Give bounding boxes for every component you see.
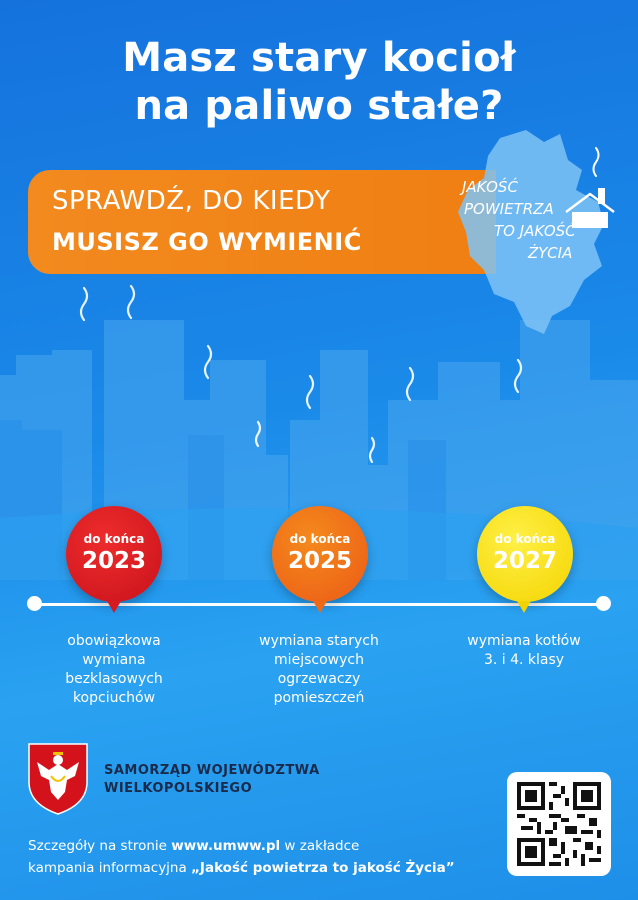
- footer-text: Szczegóły na stronie: [28, 838, 172, 854]
- headline-line-1: Masz stary kocioł: [122, 35, 516, 81]
- qr-code-icon: [517, 782, 601, 866]
- description-line: wymiana starych: [259, 633, 379, 649]
- eagle-crest-icon: [27, 742, 89, 816]
- marker-2023: [107, 601, 121, 613]
- description-line: wymiana: [82, 652, 146, 668]
- campaign-logo-line-1: JAKOŚĆ: [462, 178, 518, 196]
- milestone-2027-description: [434, 632, 614, 670]
- description-line: wymiana kotłów: [467, 633, 581, 649]
- milestone-year: 2027: [492, 548, 557, 574]
- footer-text: w zakładce: [280, 838, 360, 854]
- orange-banner: [28, 170, 496, 274]
- milestone-2025: [272, 506, 368, 602]
- milestone-year: 2025: [287, 548, 352, 574]
- banner-line-1: SPRAWDŹ, DO KIEDY: [52, 186, 331, 216]
- marker-2027: [517, 601, 531, 613]
- milestone-prefix: do końca: [289, 532, 351, 546]
- headline-line-2: na paliwo stałe?: [134, 83, 504, 129]
- campaign-name: „Jakość powietrza to jakość Życia”: [191, 860, 455, 876]
- organization-line-1: SAMORZĄD WOJEWÓDZTWA: [104, 763, 320, 778]
- campaign-logo-line-2: POWIETRZA: [464, 200, 554, 218]
- description-line: ogrzewaczy: [277, 671, 361, 687]
- qr-code[interactable]: [507, 772, 611, 876]
- main-headline: [0, 34, 638, 130]
- campaign-logo-line-4: ŻYCIA: [528, 244, 573, 262]
- footer-line-2: [28, 857, 455, 879]
- footer-line-1: [28, 835, 455, 857]
- timeline-end-dot: [596, 596, 611, 611]
- milestone-prefix: do końca: [494, 532, 556, 546]
- description-line: miejscowych: [274, 652, 364, 668]
- milestone-2027: [477, 506, 573, 602]
- milestone-2025-description: [229, 632, 409, 708]
- milestone-prefix: do końca: [83, 532, 145, 546]
- description-line: 3. i 4. klasy: [483, 652, 565, 668]
- milestone-2023: [66, 506, 162, 602]
- milestone-2023-description: [24, 632, 204, 708]
- description-line: bezklasowych: [65, 671, 163, 687]
- timeline-start-dot: [27, 596, 42, 611]
- organization-line-2: WIELKOPOLSKIEGO: [104, 781, 253, 796]
- footer-text: kampania informacyjna: [28, 860, 192, 876]
- website-link[interactable]: www.umww.pl: [171, 838, 281, 854]
- campaign-logo-line-3: TO JAKOŚĆ: [494, 222, 576, 240]
- description-line: obowiązkowa: [67, 633, 161, 649]
- organization-name: [104, 762, 320, 798]
- milestone-year: 2023: [81, 548, 146, 574]
- banner-line-2: MUSISZ GO WYMIENIĆ: [52, 228, 362, 256]
- footer-info: [28, 835, 455, 879]
- description-line: kopciuchów: [72, 690, 156, 706]
- description-line: pomieszczeń: [273, 690, 365, 706]
- marker-2025: [313, 601, 327, 613]
